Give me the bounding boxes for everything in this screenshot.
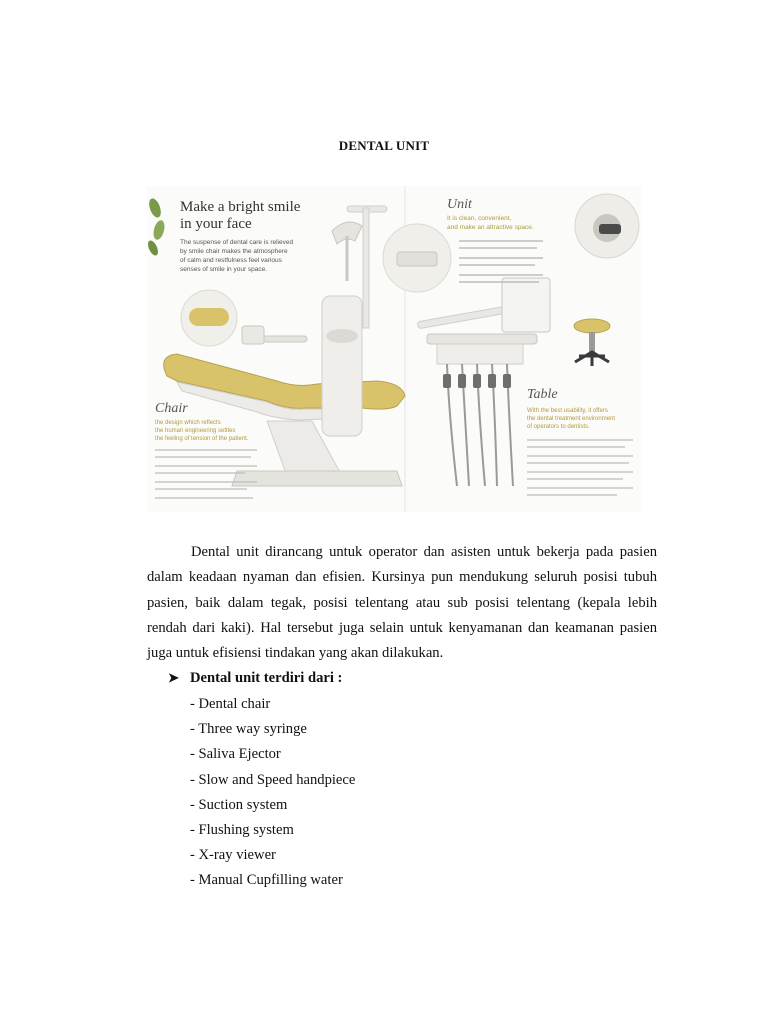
components-list [190, 692, 355, 894]
unit-tagline: and make an attractive space. [447, 224, 534, 231]
unit-heading: Unit [447, 197, 472, 212]
chair-tagline: the feeling of tension of the patient. [155, 436, 249, 442]
unit-tagline: It is clean, convenient, [447, 215, 512, 222]
description-text: Dental unit dirancang untuk operator dan asisten untuk bekerja pada pasien dalam keadaan nyaman dan efisien. Kursinya pun mendukung seluruh posisi tubuh pasien, baik dalam tegak, posisi telentang atau sub posisi telentang (kepala lebih rendah dari kaki). Hal tersebut juga selain untuk kenyamanan dan keamanan pasien juga untuk efisiensi tindakan yang akan dilakukan. [147, 544, 657, 662]
table-tagline: the dental treatment environment [527, 416, 616, 422]
description-paragraph [147, 540, 657, 666]
brochure-intro-line: of calm and restfulness feel various [180, 257, 282, 264]
list-item: - Suction system [190, 793, 355, 818]
chair-heading: Chair [155, 401, 188, 416]
components-heading-text: Dental unit terdiri dari : [190, 670, 343, 686]
table-tagline: With the best usability, it offers [527, 408, 608, 414]
list-item: - Three way syringe [190, 717, 355, 742]
list-item: - Saliva Ejector [190, 742, 355, 767]
components-heading [168, 667, 342, 689]
brochure-intro-line: senses of smile in your space. [180, 266, 268, 273]
table-tagline: of operators to dentists. [527, 424, 590, 430]
chair-tagline: the human engineering settles [155, 428, 236, 434]
list-item: - Slow and Speed handpiece [190, 768, 355, 793]
brochure-headline-1: Make a bright smile [180, 199, 301, 215]
dental-unit-brochure-image [147, 186, 641, 512]
brochure-intro-line: by smile chair makes the atmosphere [180, 248, 288, 255]
table-heading: Table [527, 387, 558, 402]
brochure-illustration [147, 186, 641, 512]
page-title: DENTAL UNIT [338, 138, 430, 153]
list-item: - Flushing system [190, 818, 355, 843]
brochure-intro-line: The suspense of dental care is relieved [180, 239, 294, 246]
arrowhead-bullet-icon: ➤ [168, 670, 179, 685]
list-item: - Manual Cupfilling water [190, 868, 355, 893]
list-item: - Dental chair [190, 692, 355, 717]
list-item: - X-ray viewer [190, 843, 355, 868]
brochure-headline-2: in your face [180, 216, 252, 232]
chair-tagline: the design which reflects [155, 420, 221, 426]
